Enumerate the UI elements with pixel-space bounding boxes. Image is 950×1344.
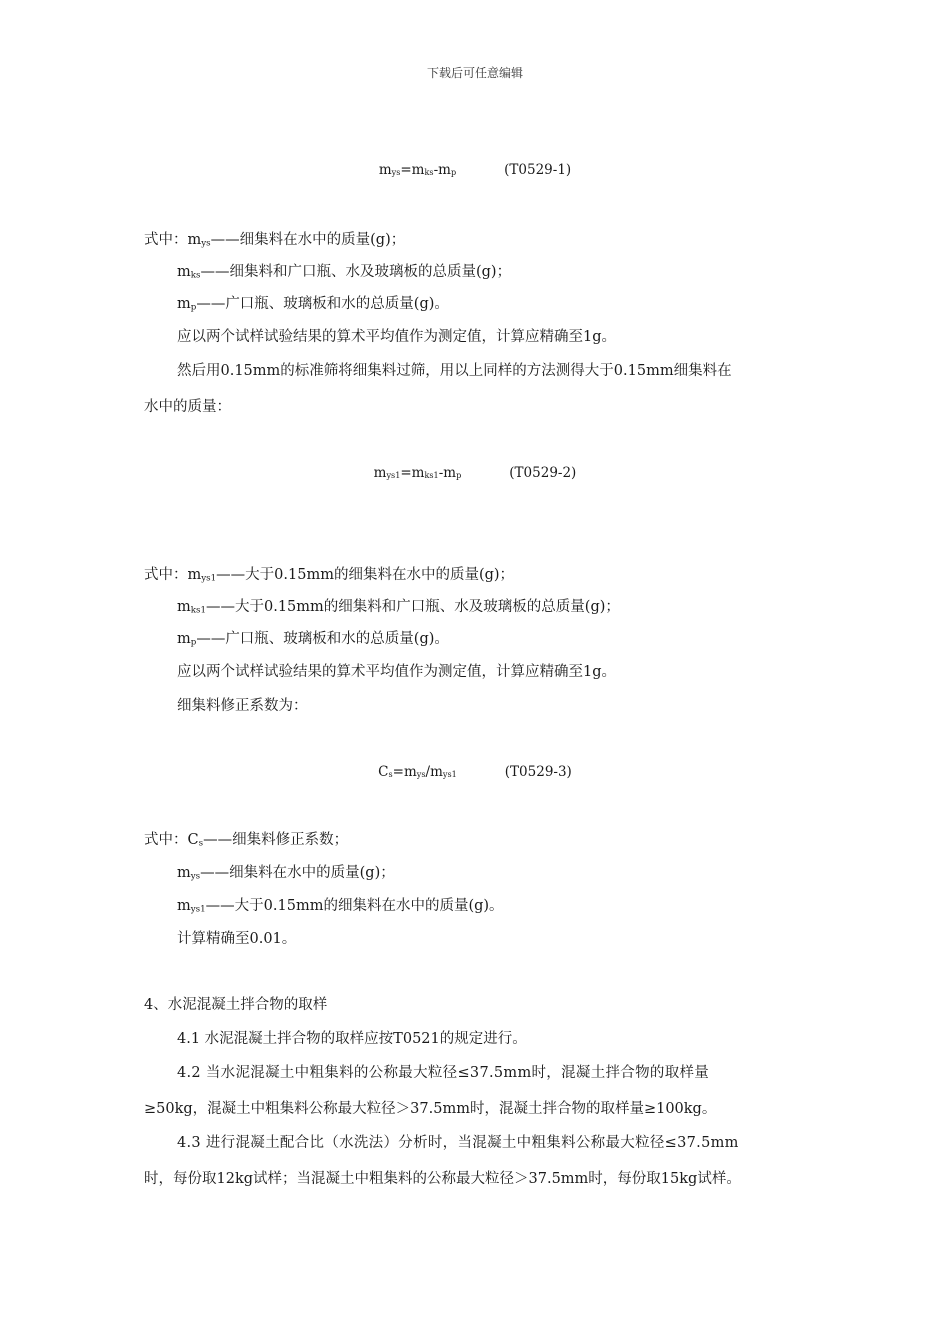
- paragraph-line: 水中的质量：: [144, 399, 231, 415]
- paragraph-line: 然后用0.15mm的标准筛将细集料过筛，用以上同样的方法测得大于0.15mm细集料在: [177, 363, 732, 379]
- definition-line: 式中：$m_{ys1}——$大于0.15mm的细集料在水中的质量(g)；: [144, 567, 515, 584]
- page-header: 下载后可任意编辑: [426, 66, 523, 80]
- paragraph-line: 计算精确至0.01。: [177, 931, 297, 947]
- paragraph-line: 4.1 水泥混凝土拌合物的取样应按T0521的规定进行。: [177, 1031, 527, 1047]
- definition-line: $m_{ks}——$细集料和广口瓶、水及玻璃板的总质量(g)；: [177, 264, 512, 281]
- definition-line: $m_{ks1}——$大于0.15mm的细集料和广口瓶、水及玻璃板的总质量(g)；: [177, 599, 620, 616]
- formula-t0529-3: [0, 764, 950, 780]
- formula-t0529-1: [0, 162, 950, 178]
- formula-number: (T0529-1): [504, 162, 572, 178]
- definition-line: $m_p——$广口瓶、玻璃板和水的总质量(g)。: [177, 631, 449, 648]
- paragraph-line: 4.3 进行混凝土配合比（水洗法）分析时，当混凝土中粗集料公称最大粒径≤37.5mm: [177, 1135, 739, 1151]
- definition-line: 式中：$m_{ys}——$细集料在水中的质量(g)；: [144, 232, 406, 249]
- definition-line: $m_{ys1}——$大于0.15mm的细集料在水中的质量(g)。: [177, 898, 504, 915]
- paragraph-line: 应以两个试样试验结果的算术平均值作为测定值，计算应精确至1g。: [177, 329, 617, 345]
- paragraph-line: 时，每份取12kg试样；当混凝土中粗集料的公称最大粒径＞37.5mm时，每份取15kg试样。: [144, 1171, 741, 1187]
- paragraph-line: 应以两个试样试验结果的算术平均值作为测定值，计算应精确至1g。: [177, 664, 617, 680]
- definition-line: $m_p——$广口瓶、玻璃板和水的总质量(g)。: [177, 296, 449, 313]
- formula-expression: $m_{ys1}=m_{ks1}-m_p$: [373, 465, 462, 481]
- definition-line: $m_{ys}——$细集料在水中的质量(g)；: [177, 865, 395, 882]
- definition-line: 式中：$C_s——$细集料修正系数；: [144, 832, 349, 849]
- formula-number: (T0529-3): [504, 764, 572, 780]
- formula-t0529-2: [0, 465, 950, 481]
- section-heading: 4、水泥混凝土拌合物的取样: [144, 997, 328, 1013]
- formula-number: (T0529-2): [509, 465, 577, 481]
- formula-expression: $m_{ys}=m_{ks}-m_p$: [378, 162, 457, 178]
- paragraph-line: ≥50kg，混凝土中粗集料公称最大粒径＞37.5mm时，混凝土拌合物的取样量≥100kg。: [144, 1101, 717, 1117]
- paragraph-line: 细集料修正系数为：: [177, 698, 308, 714]
- paragraph-line: 4.2 当水泥混凝土中粗集料的公称最大粒径≤37.5mm时，混凝土拌合物的取样量: [177, 1065, 710, 1081]
- formula-expression: $C_s=m_{ys}/m_{ys1}$: [378, 764, 457, 780]
